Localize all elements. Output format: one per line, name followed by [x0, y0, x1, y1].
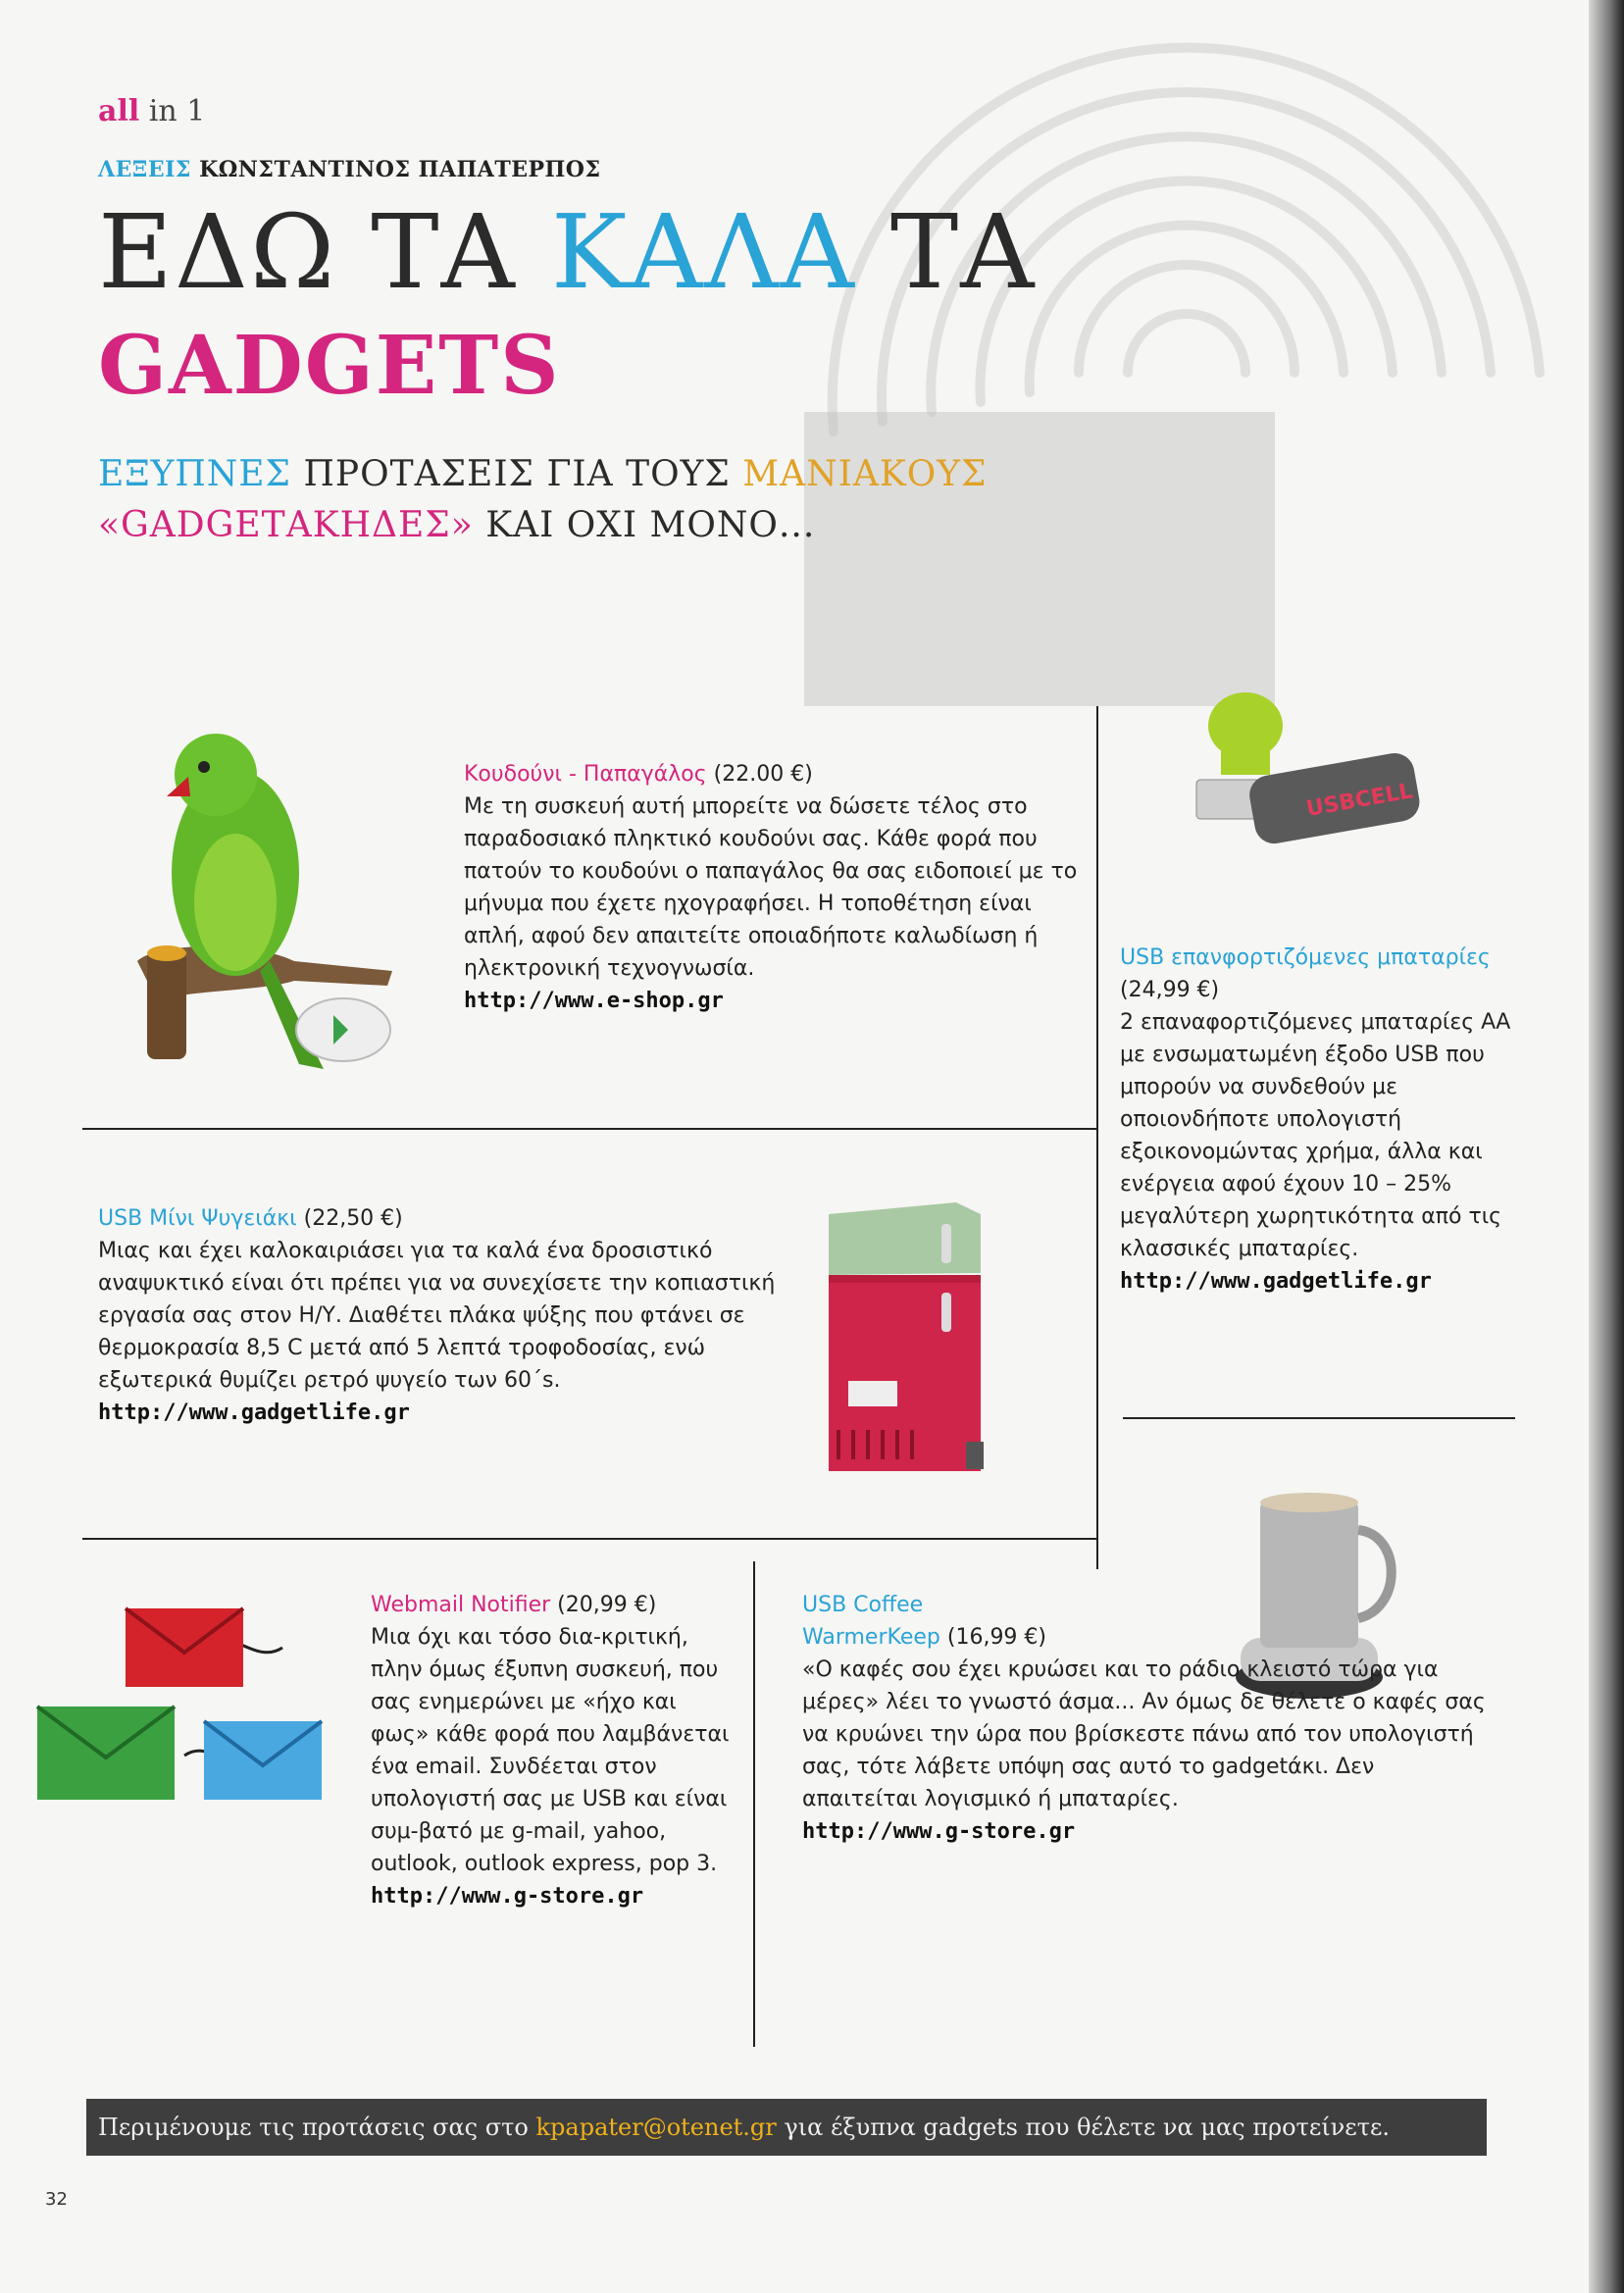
parrot-body: Με τη συσκευή αυτή μπορείτε να δώσετε τέλος στο παραδοσιακό πληκτικό κουδούνι σας. Κάθε φορά που πατούν το κουδούνι ο παπαγάλος θα σας ειδοποιεί με το μήνυμα που έχετε ηχογραφήσει. Η τοποθέτηση είναι απλή, αφού δεν απαιτείτε οποιαδήποτε καλωδίωση ή ηλεκτρονική τεχνογνωσία. [464, 794, 1078, 981]
webmail-link[interactable]: http://www.g-store.gr [371, 1884, 644, 1909]
coffee-title-line2: WarmerKeep [802, 1625, 940, 1650]
article-parrot-doorbell [464, 758, 1091, 1017]
subhead-part5: ΚΑΙ ΟΧΙ ΜΟΝΟ... [473, 505, 816, 545]
batteries-body: 2 επαναφορτιζόμενες μπαταρίες ΑΑ με ενσωματωμένη έξοδο USB που μπορούν να συνδεθούν με οποιονδήποτε υπολογιστή εξοικονομώντας χρήμα, άλλα και ενέργεια αφού έχουν 10 – 25% μεγαλύτερη χωρητικότητα από τις κλασσικές μπαταρίες. [1120, 1010, 1511, 1261]
coffee-price: (16,99 €) [939, 1625, 1047, 1650]
subhead-part2: ΠΡΟΤΑΣΕΙΣ ΓΙΑ ΤΟΥΣ [291, 454, 743, 494]
subhead-part1: ΕΞΥΠΝΕΣ [98, 454, 292, 494]
section-divider-batteries [1123, 1417, 1515, 1419]
subhead-part4: «GADGETΑΚΗΔΕΣ» [98, 505, 474, 545]
footer-text-before: Περιμένουμε τις προτάσεις σας στο [98, 2114, 536, 2141]
webmail-body: Μια όχι και τόσο δια-κριτική, πλην όμως έξυπνη συσκευή, που σας ενημερώνει με «ήχο και φως» κάθε φορά που λαμβάνεται ένα email. Συνδέεται στον υπολογιστή σας με USB και είναι συμ-βατό με g-mail, yahoo, outlook, outlook express, pop 3. [371, 1625, 730, 1876]
fridge-title: USB Μίνι Ψυγειάκι [98, 1206, 297, 1231]
section-divider-2 [82, 1538, 1096, 1540]
footer-email-link[interactable]: kpapater@otenet.gr [535, 2114, 777, 2141]
subhead-part3: ΜΑΝΙΑΚΟΥΣ [742, 454, 988, 494]
article-usb-batteries [1120, 942, 1512, 1298]
usb-battery-image [1182, 687, 1437, 863]
headline-gadgets: GADGETS [98, 319, 561, 413]
article-usb-coffee-warmer [802, 1589, 1489, 1848]
parrot-link[interactable]: http://www.e-shop.gr [464, 989, 724, 1013]
column-divider-vertical [1096, 706, 1098, 1569]
headline [98, 192, 1037, 312]
headline-part3: ΤΑ [855, 192, 1037, 312]
batteries-price: (24,99 €) [1120, 978, 1220, 1002]
page-number: 32 [45, 2189, 68, 2210]
parrot-price: (22.00 €) [706, 762, 813, 787]
coffee-link[interactable]: http://www.g-store.gr [802, 1819, 1076, 1844]
coffee-body: «Ο καφές σου έχει κρυώσει και το ράδιο κλειστό τώρα για μέρες» λέει το γνωστό άσμα... Αν όμως δε θέλετε ο καφές σας να κρυώνει την ώρα που βρίσκεστε πάνω από τον υπολογιστή σας, τότε λάβετε υπόψη σας αυτό το gadgetάκι. Δεν απαιτείται λογισμικό ή μπαταρίες. [802, 1657, 1486, 1811]
parrot-title: Κουδούνι - Παπαγάλος [464, 762, 707, 787]
usb-mini-fridge-image [809, 1195, 995, 1489]
article-webmail-notifier [371, 1589, 734, 1912]
battery-label: USBCELL [1304, 779, 1415, 822]
byline [98, 157, 601, 182]
coffee-title-line1: USB Coffee [802, 1593, 924, 1617]
section-tag-rest: in 1 [139, 94, 206, 128]
subheadline [98, 449, 1079, 551]
headline-part2: ΚΑΛΑ [550, 192, 856, 312]
batteries-title: USB επανφορτιζόμενες μπαταρίες [1120, 945, 1491, 970]
article-usb-mini-fridge [98, 1202, 785, 1429]
fridge-price: (22,50 €) [296, 1206, 403, 1231]
byline-author: ΚΩΝΣΤΑΝΤΙΝΟΣ ΠΑΠΑΤΕΡΠΟΣ [190, 157, 601, 182]
fridge-body: Μιας και έχει καλοκαιριάσει για τα καλά ένα δροσιστικό αναψυκτικό είναι ότι πρέπει για να συνεχίσετε την κοπιαστική εργασία σας στον Η/Υ. Διαθέτει πλάκα ψύξης που φτάνει σε θερμοκρασία 8,5 C μετά από 5 λεπτά τροφοδοσίας, ενώ εξωτερικά θυμίζει ρετρό ψυγείο των 60΄s. [98, 1239, 776, 1393]
footer-callout-bar [86, 2099, 1487, 2156]
webmail-notifier-image [27, 1589, 361, 1824]
webmail-price: (20,99 €) [550, 1593, 657, 1617]
section-tag-all: all [98, 94, 140, 128]
byline-label: ΛΕΞΕΙΣ [98, 157, 191, 182]
page-edge-shadow [1589, 0, 1624, 2293]
background-swirl-decoration [745, 0, 1589, 745]
section-tagline [98, 94, 205, 128]
headline-part1: ΕΔΩ ΤΑ [98, 192, 551, 312]
footer-text-after: για έξυπνα gadgets που θέλετε να μας προτείνετε. [776, 2114, 1391, 2141]
fridge-link[interactable]: http://www.gadgetlife.gr [98, 1401, 410, 1425]
batteries-link[interactable]: http://www.gadgetlife.gr [1120, 1269, 1432, 1294]
webmail-title: Webmail Notifier [371, 1593, 551, 1617]
column-divider-bottom [753, 1561, 755, 2047]
parrot-doorbell-image [98, 706, 412, 1098]
section-divider-1 [82, 1128, 1096, 1130]
